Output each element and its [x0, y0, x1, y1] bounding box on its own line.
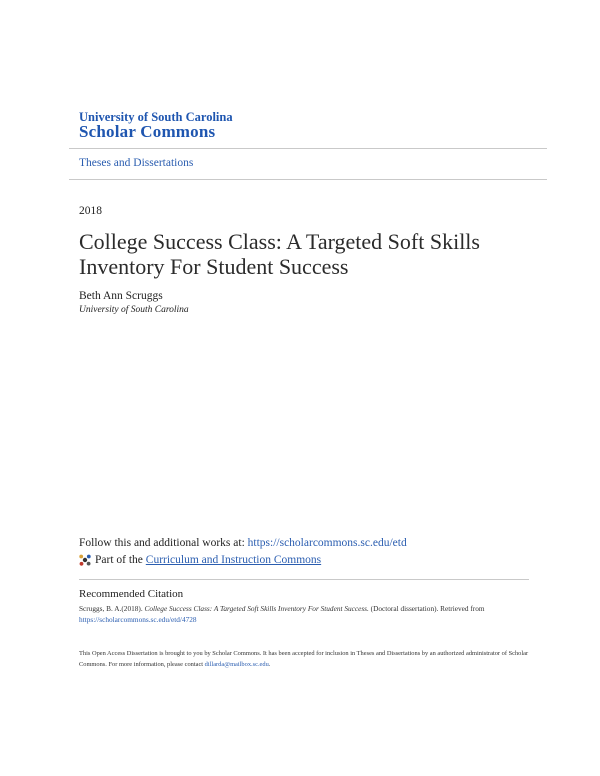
contact-email-link[interactable]: dillarda@mailbox.sc.edu — [204, 661, 269, 668]
notice-end: . — [268, 661, 271, 668]
institution-name[interactable]: University of South Carolina — [79, 110, 233, 124]
citation-prefix: Scruggs, B. A.(2018). — [79, 604, 143, 613]
citation-divider — [79, 579, 529, 580]
citation-url-link[interactable]: https://scholarcommons.sc.edu/etd/4728 — [79, 615, 197, 624]
curriculum-commons-link[interactable]: Curriculum and Instruction Commons — [145, 554, 322, 566]
series-link[interactable]: Theses and Dissertations — [79, 157, 194, 169]
commons-network-icon — [79, 554, 91, 566]
part-of-label: Part of the — [95, 554, 143, 566]
citation-title: College Success Class: A Targeted Soft Skills Inventory For Student Success. — [144, 604, 369, 613]
open-access-notice — [79, 648, 529, 670]
citation-suffix: (Doctoral dissertation). Retrieved from — [370, 604, 485, 613]
follow-label: Follow this and additional works at: — [79, 537, 245, 549]
part-of-line — [79, 554, 321, 566]
series-divider — [69, 179, 547, 180]
citation-text — [79, 603, 529, 625]
author-name: Beth Ann Scruggs — [79, 290, 163, 302]
notice-text: This Open Access Dissertation is brought to you by Scholar Commons. It has been accepted for inclusion in Theses and Dissertations by an authorized administrator of Scholar Commons. For more information, please contact — [79, 650, 529, 668]
header-divider — [69, 148, 547, 149]
repository-name[interactable]: Scholar Commons — [79, 122, 216, 141]
follow-line — [79, 537, 407, 549]
follow-url-link[interactable]: https://scholarcommons.sc.edu/etd — [247, 537, 407, 549]
document-title: College Success Class: A Targeted Soft Skills Inventory For Student Success — [79, 229, 480, 279]
author-affiliation: University of South Carolina — [79, 305, 189, 315]
publication-year: 2018 — [79, 205, 102, 217]
recommended-citation-heading: Recommended Citation — [79, 588, 184, 600]
